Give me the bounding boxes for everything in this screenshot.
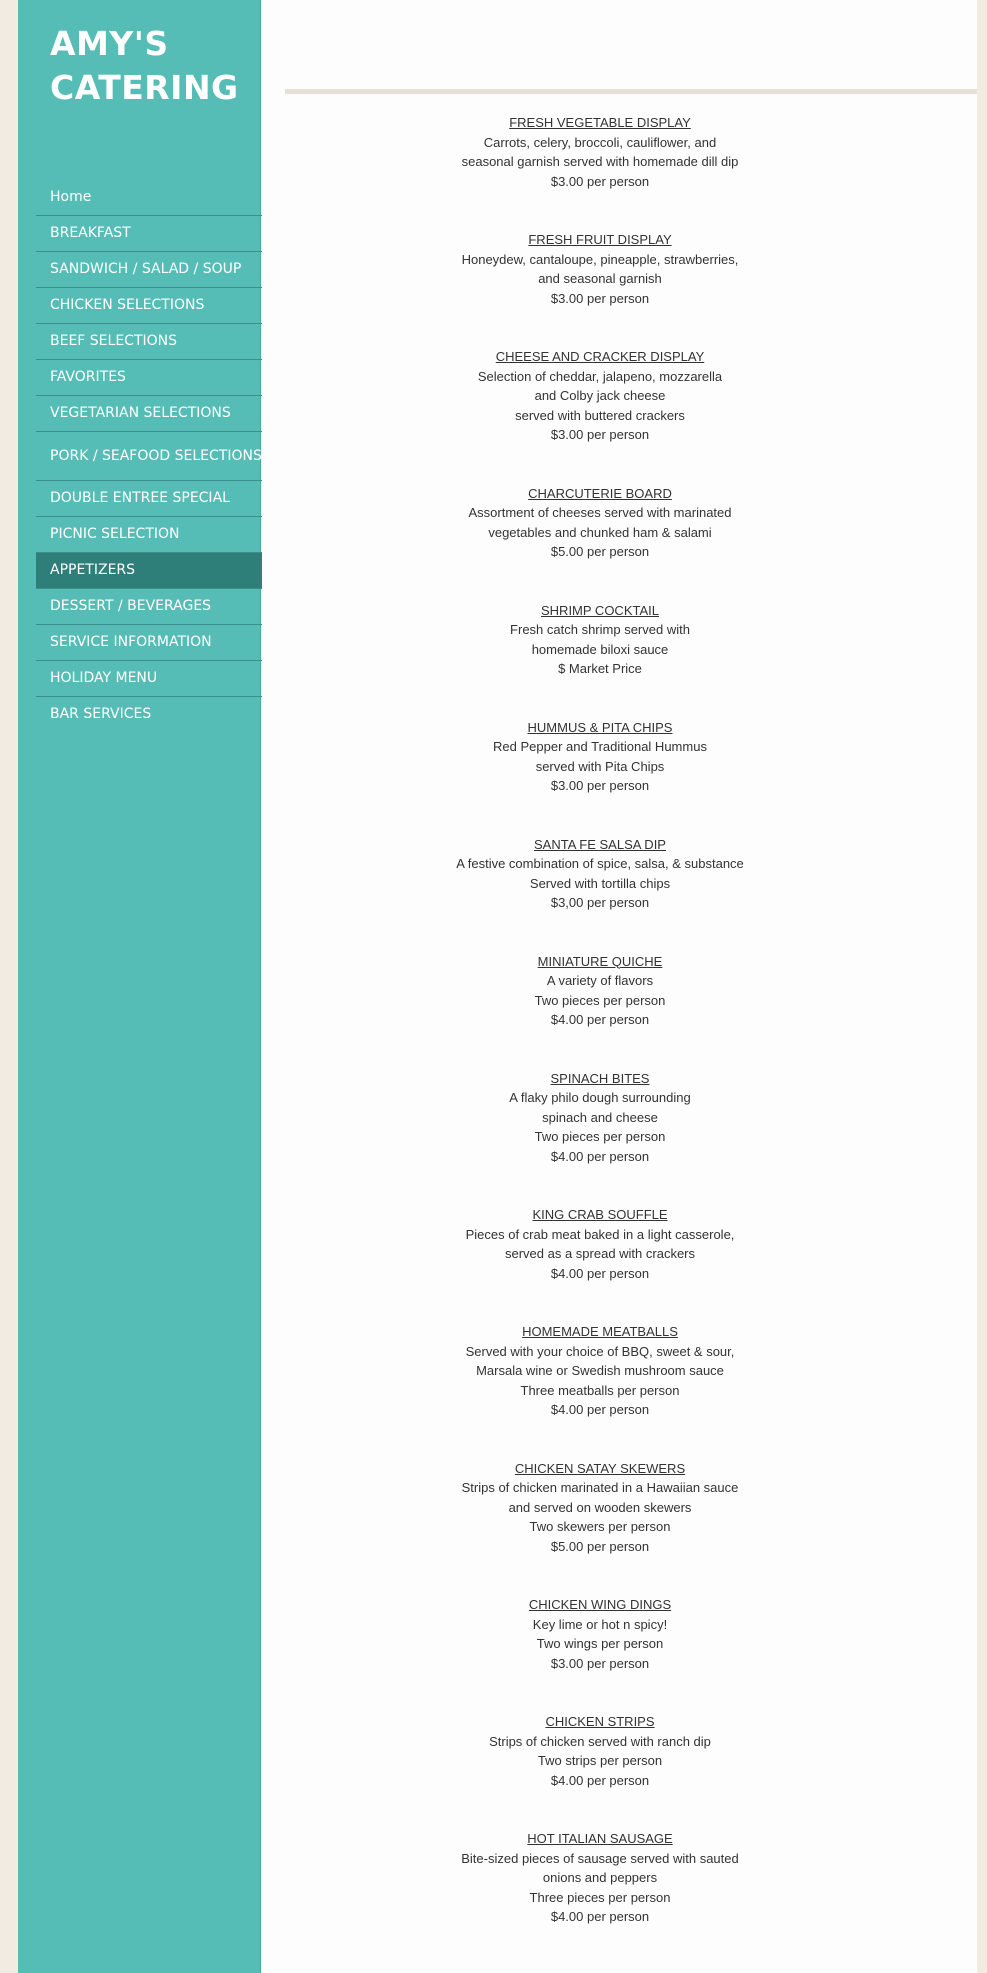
menu-item <box>430 601 770 679</box>
menu-item-description: A festive combination of spice, salsa, & substance <box>456 856 744 871</box>
menu-item <box>430 347 770 445</box>
menu-item <box>430 952 770 1030</box>
menu-item-description: Bite-sized pieces of sausage served with sauted <box>461 1850 739 1866</box>
menu-item-description: Two wings per person <box>536 1636 664 1651</box>
menu-item-title: FRESH FRUIT DISPLAY <box>528 232 672 247</box>
menu-item-description: Two pieces per person <box>534 992 666 1008</box>
appetizer-menu <box>430 113 770 1966</box>
menu-item-description: Two pieces per person <box>534 1129 666 1144</box>
menu-item-description: Fresh catch shrimp served with <box>510 622 690 637</box>
menu-item-description: homemade biloxi sauce <box>531 641 669 657</box>
menu-item-title: CHEESE AND CRACKER DISPLAY <box>495 349 705 364</box>
nav-item-appetizers[interactable]: APPETIZERS <box>36 553 276 589</box>
menu-item <box>430 230 770 308</box>
menu-item-description: Honeydew, cantaloupe, pineapple, strawberries, <box>461 251 739 267</box>
menu-item-title: HUMMUS & PITA CHIPS <box>527 719 673 735</box>
menu-item-description: served with buttered crackers <box>515 407 685 423</box>
menu-item-description: and served on wooden skewers <box>508 1499 692 1515</box>
menu-item-price: $5.00 per person <box>550 1538 650 1554</box>
menu-item-description: served with Pita Chips <box>535 758 665 774</box>
menu-item-description: vegetables and chunked ham & salami <box>488 524 712 540</box>
menu-item-price: $3.00 per person <box>550 173 650 189</box>
nav-item-chicken-selections[interactable]: CHICKEN SELECTIONS <box>36 288 276 324</box>
menu-item-price: $3.00 per person <box>550 1655 650 1671</box>
nav-item-sandwich-salad-soup[interactable]: SANDWICH / SALAD / SOUP <box>36 252 276 288</box>
menu-item-description: Three meatballs per person <box>520 1382 680 1398</box>
menu-item-price: $4.00 per person <box>550 1772 650 1788</box>
menu-item-price: $4.00 per person <box>550 1909 650 1924</box>
menu-item-title: CHICKEN STRIPS <box>545 1714 655 1729</box>
menu-item-description: onions and peppers <box>542 1870 658 1885</box>
nav-item-home[interactable]: Home <box>36 180 276 216</box>
menu-item-price: $3,00 per person <box>550 895 650 910</box>
nav-item-favorites[interactable]: FAVORITES <box>36 360 276 396</box>
menu-item-description: and Colby jack cheese <box>534 388 666 403</box>
nav-item-double-entree-special[interactable]: DOUBLE ENTREE SPECIAL <box>36 481 276 517</box>
sidebar-nav <box>36 180 276 732</box>
sidebar <box>18 0 261 1973</box>
menu-item-description: seasonal garnish served with homemade dill dip <box>461 154 739 169</box>
menu-item-description: Pieces of crab meat baked in a light casserole, <box>465 1226 735 1242</box>
menu-item <box>430 1595 770 1673</box>
menu-item-title: CHICKEN WING DINGS <box>528 1597 672 1612</box>
menu-item-description: Two strips per person <box>537 1753 663 1768</box>
nav-item-dessert-beverages[interactable]: DESSERT / BEVERAGES <box>36 589 276 625</box>
menu-item-description: Selection of cheddar, jalapeno, mozzarella <box>477 368 723 384</box>
menu-item-price: $4.00 per person <box>550 1148 650 1164</box>
menu-item-title: SHRIMP COCKTAIL <box>541 602 659 618</box>
menu-item-description: Served with tortilla chips <box>529 875 671 891</box>
menu-item-description: served as a spread with crackers <box>504 1246 696 1261</box>
menu-item-title: MINIATURE QUICHE <box>537 953 663 969</box>
menu-item-title: HOMEMADE MEATBALLS <box>522 1324 678 1339</box>
menu-item-title: HOT ITALIAN SAUSAGE <box>527 1831 673 1846</box>
menu-item-price: $3.00 per person <box>550 778 650 793</box>
menu-item-price: $4.00 per person <box>550 1265 650 1281</box>
menu-item-description: Strips of chicken marinated in a Hawaiian sauce <box>461 1480 739 1495</box>
menu-item <box>430 1459 770 1557</box>
nav-item-bar-services[interactable]: BAR SERVICES <box>50 706 152 722</box>
menu-item-price: $3.00 per person <box>550 290 650 306</box>
menu-item-price: $4.00 per person <box>550 1402 650 1417</box>
site-title[interactable]: AMY'S CATERING <box>50 24 239 107</box>
menu-item-description: and seasonal garnish <box>538 271 662 286</box>
menu-item-description: Red Pepper and Traditional Hummus <box>493 739 707 754</box>
menu-item-title: CHARCUTERIE BOARD <box>528 485 672 501</box>
menu-item-description: A flaky philo dough surrounding <box>509 1090 691 1105</box>
menu-item-description: Three pieces per person <box>529 1889 671 1905</box>
nav-item-picnic-selection[interactable]: PICNIC SELECTION <box>36 517 276 553</box>
menu-item-description: Two skewers per person <box>529 1519 671 1534</box>
menu-item <box>430 1712 770 1790</box>
menu-item-title: FRESH VEGETABLE DISPLAY <box>509 115 691 130</box>
menu-item-price: $4.00 per person <box>550 1012 650 1027</box>
menu-item-price: $5.00 per person <box>550 544 650 559</box>
menu-item-title: SPINACH BITES <box>550 1070 650 1086</box>
menu-item-description: Served with your choice of BBQ, sweet & sour, <box>465 1343 735 1359</box>
main-content <box>262 0 977 1973</box>
header-divider <box>285 89 977 94</box>
menu-item <box>430 718 770 796</box>
menu-item <box>430 113 770 191</box>
menu-item-description: A variety of flavors <box>546 973 654 988</box>
menu-item-title: CHICKEN SATAY SKEWERS <box>514 1460 686 1476</box>
nav-item-service-information[interactable]: SERVICE INFORMATION <box>36 625 276 661</box>
menu-item-title: KING CRAB SOUFFLE <box>532 1207 668 1222</box>
menu-item <box>430 1829 770 1927</box>
menu-item <box>430 484 770 562</box>
menu-item <box>430 1322 770 1420</box>
menu-item-title: SANTA FE SALSA DIP <box>534 836 666 852</box>
nav-item-beef-selections[interactable]: BEEF SELECTIONS <box>36 324 276 360</box>
menu-item-price: $3.00 per person <box>550 427 650 442</box>
menu-item-description: Assortment of cheeses served with marinated <box>468 505 732 520</box>
menu-item-description: Marsala wine or Swedish mushroom sauce <box>476 1363 724 1378</box>
menu-item <box>430 835 770 913</box>
menu-item <box>430 1069 770 1167</box>
menu-item-description: Carrots, celery, broccoli, cauliflower, and <box>483 134 717 150</box>
menu-item-description: Key lime or hot n spicy! <box>532 1616 668 1632</box>
menu-item <box>430 1205 770 1283</box>
nav-item-breakfast[interactable]: BREAKFAST <box>36 216 276 252</box>
menu-item-price: $ Market Price <box>558 661 642 676</box>
nav-item-vegetarian-selections[interactable]: VEGETARIAN SELECTIONS <box>36 396 276 432</box>
menu-item-description: spinach and cheese <box>542 1109 658 1125</box>
menu-item-description: Strips of chicken served with ranch dip <box>489 1733 711 1749</box>
nav-item-holiday-menu[interactable]: HOLIDAY MENU <box>36 661 276 697</box>
nav-item-pork-seafood-selections[interactable]: PORK / SEAFOOD SELECTIONS <box>36 432 276 481</box>
